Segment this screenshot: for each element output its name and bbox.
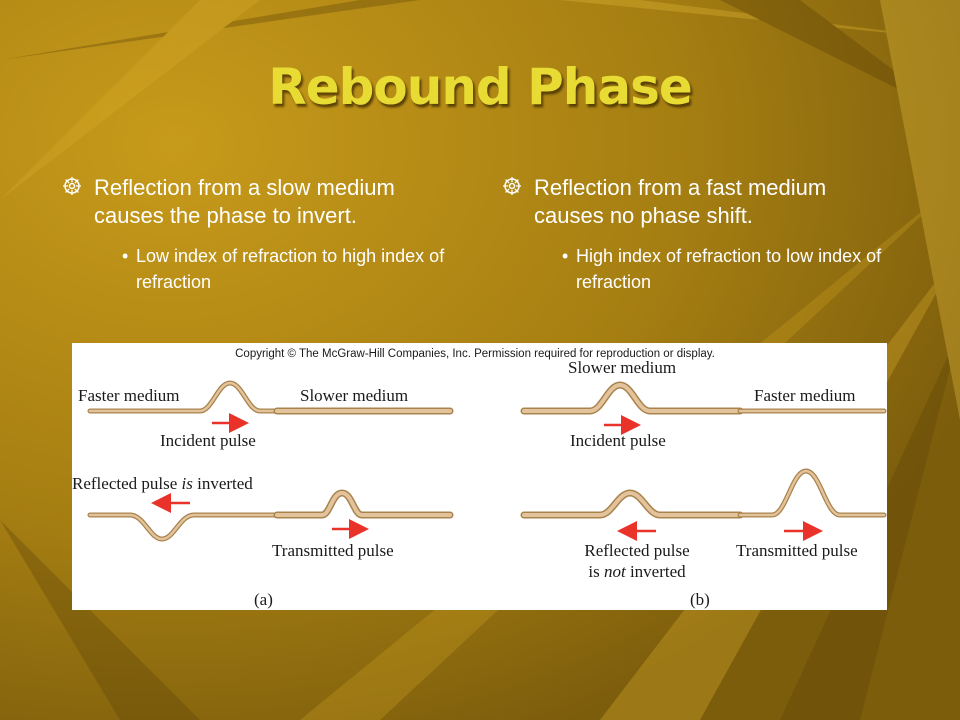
a-reflected-label: Reflected pulse is inverted [72, 474, 253, 493]
wheel-bullet-icon [502, 176, 522, 196]
b-reflected-label-line2: is not inverted [588, 562, 686, 581]
right-bullet-text: Reflection from a fast medium causes no phase shift. [534, 175, 827, 228]
b-transmitted-rope [740, 471, 884, 515]
a-transmitted-rope [277, 493, 450, 515]
right-bullet [502, 174, 892, 230]
b-incident-label: Incident pulse [570, 431, 666, 450]
right-sub-bullet [502, 243, 892, 295]
b-transmitted-label: Transmitted pulse [736, 541, 858, 560]
a-faster-medium-label: Faster medium [78, 386, 180, 405]
slide-title: Rebound Phase [268, 58, 692, 116]
right-column [502, 174, 892, 295]
b-slower-medium-label: Slower medium [568, 358, 677, 377]
a-incident-label: Incident pulse [160, 431, 256, 450]
a-caption: (a) [254, 590, 273, 609]
right-sub-text: High index of refraction to low index of refraction [576, 246, 882, 292]
wheel-bullet-icon [62, 176, 82, 196]
a-slower-medium-label: Slower medium [300, 386, 409, 405]
pulse-reflection-figure [72, 343, 887, 610]
b-reflected-rope [524, 493, 740, 515]
left-sub-text: Low index of refraction to high index of refraction [136, 246, 445, 292]
left-column [62, 174, 452, 295]
dot-bullet-icon: • [122, 246, 129, 266]
b-reflected-label-line1: Reflected pulse [584, 541, 690, 560]
left-sub-bullet [62, 243, 452, 295]
dot-bullet-icon: • [562, 246, 569, 266]
left-bullet [62, 174, 452, 230]
b-incident-rope-slow [524, 385, 740, 411]
b-faster-medium-label: Faster medium [754, 386, 856, 405]
left-bullet-text: Reflection from a slow medium causes the phase to invert. [94, 175, 395, 228]
a-transmitted-label: Transmitted pulse [272, 541, 394, 560]
copyright-notice: Copyright © The McGraw-Hill Companies, Inc. Permission required for reproduction or display. [235, 348, 715, 360]
b-caption: (b) [690, 590, 710, 609]
